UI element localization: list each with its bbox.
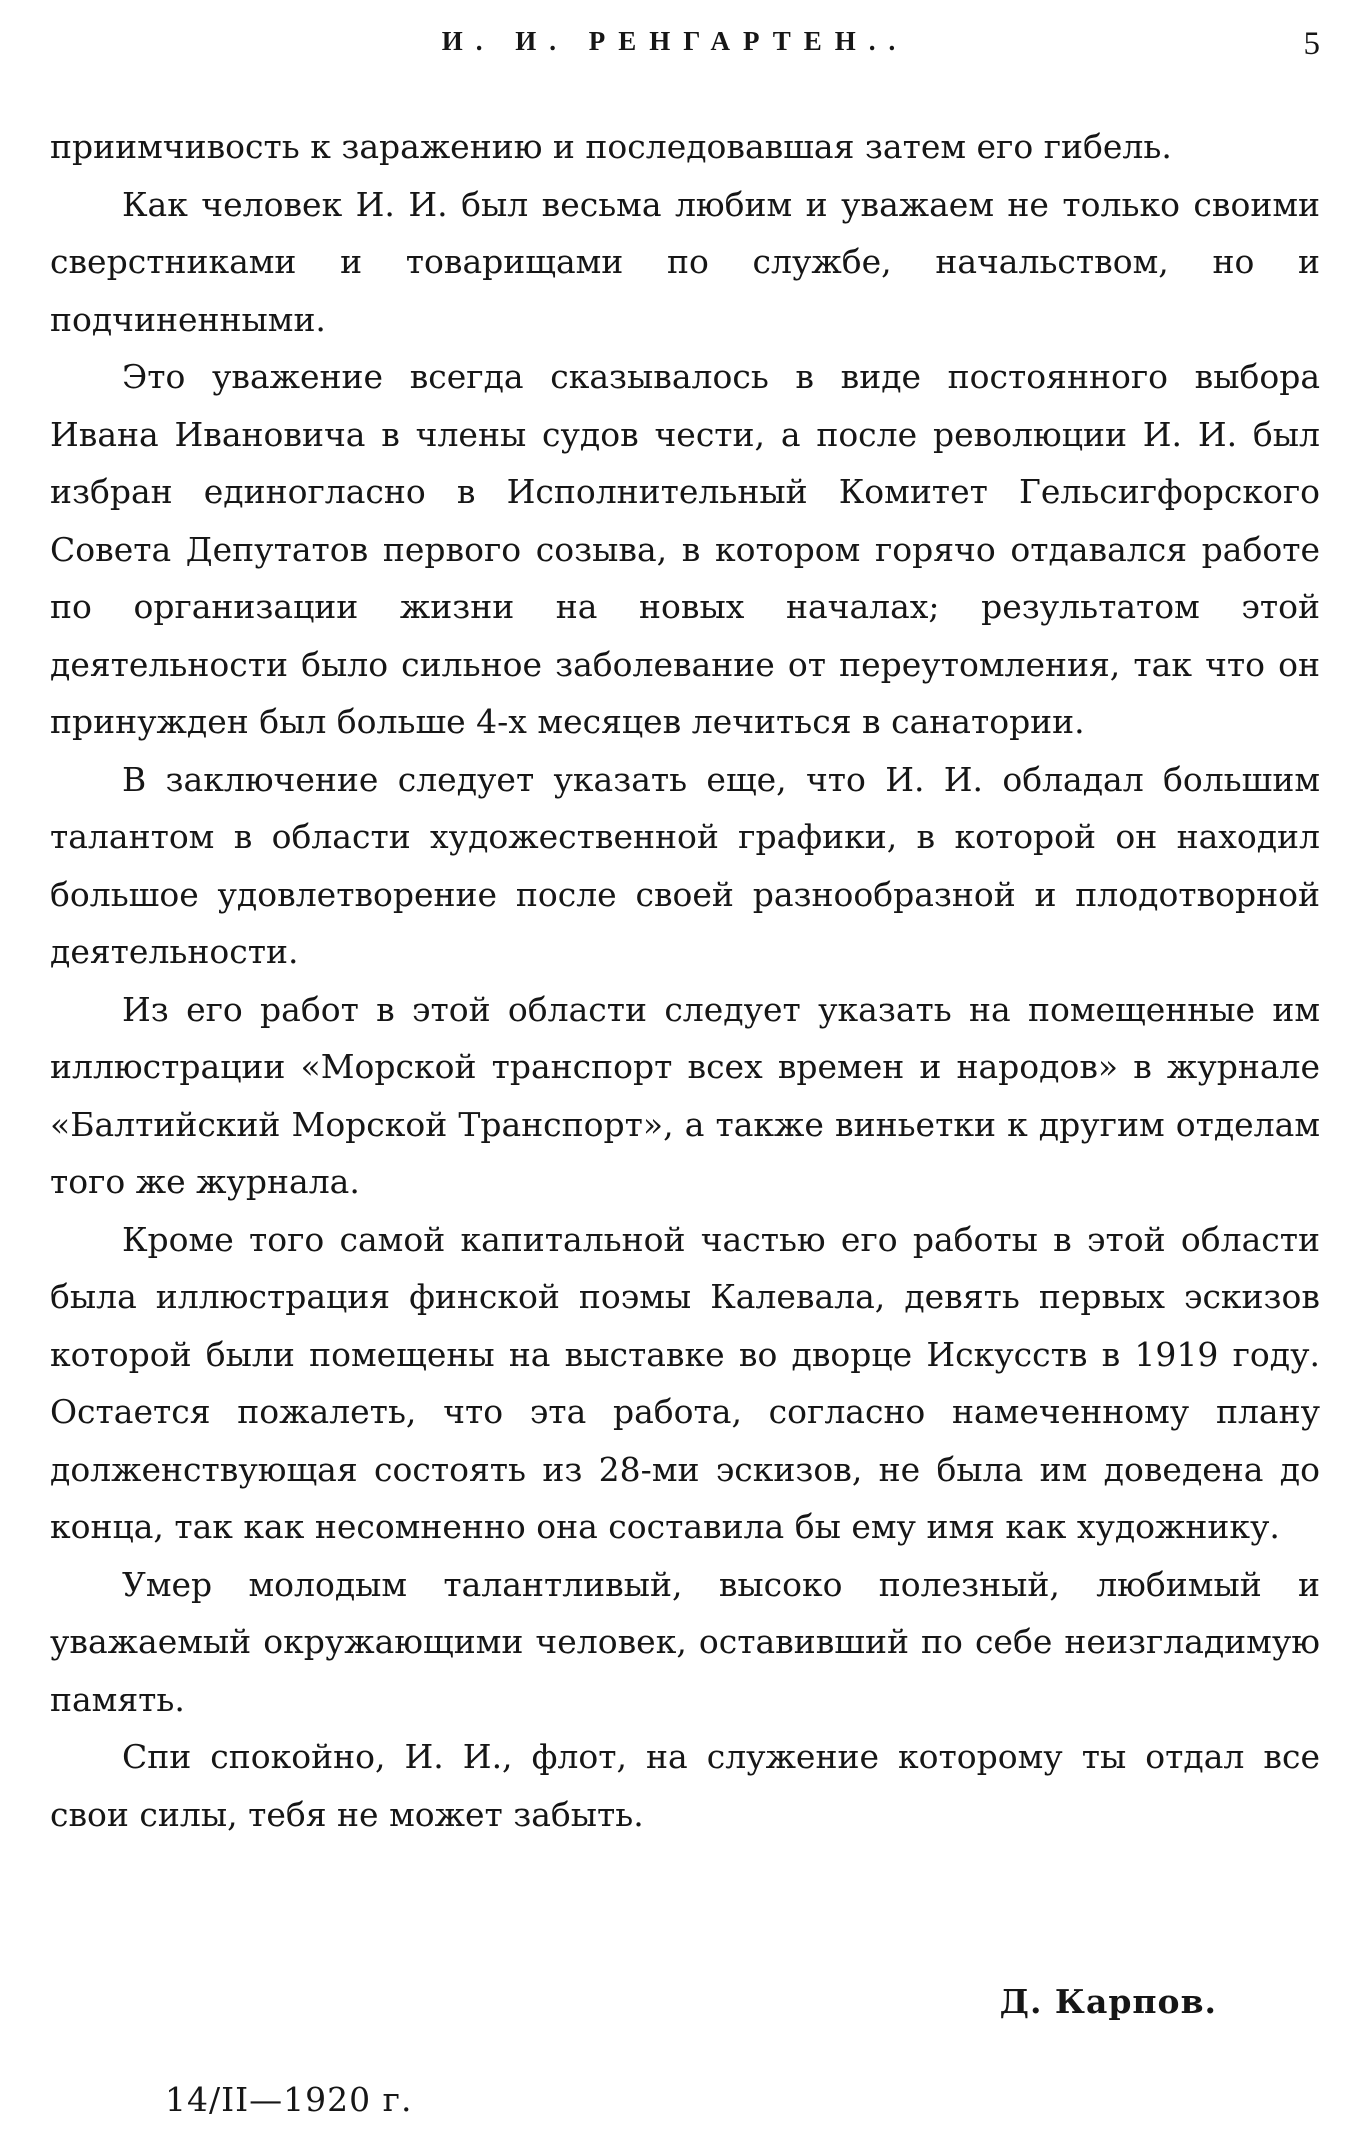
paragraph-kalevala: Кроме того самой капитальной частью его работы в этой области была иллюстрация финской поэмы Калевала, девять первых эскизов которой были помещены на выставке во дворце Искусств в 1919 году. Остается пожалеть, что эта работа, согласно намеченному плану долженствующая состоять из 28-ми эскизов, не была им доведена до конца, так как несомненно она составила бы ему имя как художнику. bbox=[50, 1219, 1320, 1546]
paragraph-farewell: Спи спокойно, И. И., флот, на служение которому ты отдал все свои силы, тебя не может забыть. bbox=[50, 1737, 1320, 1834]
running-head bbox=[0, 26, 1350, 66]
running-title: И. И. РЕНГАРТЕН.. bbox=[441, 26, 909, 56]
paragraph-character: Как человек И. И. был весьма любим и уважаем не только своими сверстниками и товарищами по службе, начальством, но и подчиненными. bbox=[50, 184, 1320, 339]
author-signature: Д. Карпов. bbox=[999, 1982, 1217, 2021]
paragraph-illustrations: Из его работ в этой области следует указать на помещенные им иллюстрации «Морской транспорт всех времен и народов» в журнале «Балтийский Морской Транспорт», а также виньетки к другим отделам того же журнала. bbox=[50, 989, 1320, 1201]
date-line: 14/II—1920 г. bbox=[165, 2080, 413, 2119]
paragraph-respect: Это уважение всегда сказывалось в виде постоянного выбора Ивана Ивановича в члены судов чести, а после революции И. И. был избран единогласно в Исполнительный Комитет Гельсигфорского Совета Депутатов первого созыва, в котором горячо отдавался работе по организации жизни на новых началах; результатом этой деятельности было сильное заболевание от переутомления, так что он принужден был больше 4-х месяцев лечиться в санатории. bbox=[50, 357, 1320, 741]
body-text bbox=[50, 118, 1320, 1843]
paragraph-continuation: приимчивость к заражению и последовавшая затем его гибель. bbox=[50, 127, 1172, 166]
page-number: 5 bbox=[1303, 26, 1320, 62]
paragraph-graphics-talent: В заключение следует указать еще, что И. И. обладал большим талантом в области художественной графики, в которой он находил большое удовлетворение после своей разнообразной и плодотворной деятельности. bbox=[50, 759, 1320, 971]
paragraph-death: Умер молодым талантливый, высоко полезный, любимый и уважаемый окружающими человек, оставивший по себе неизгладимую память. bbox=[50, 1564, 1320, 1719]
